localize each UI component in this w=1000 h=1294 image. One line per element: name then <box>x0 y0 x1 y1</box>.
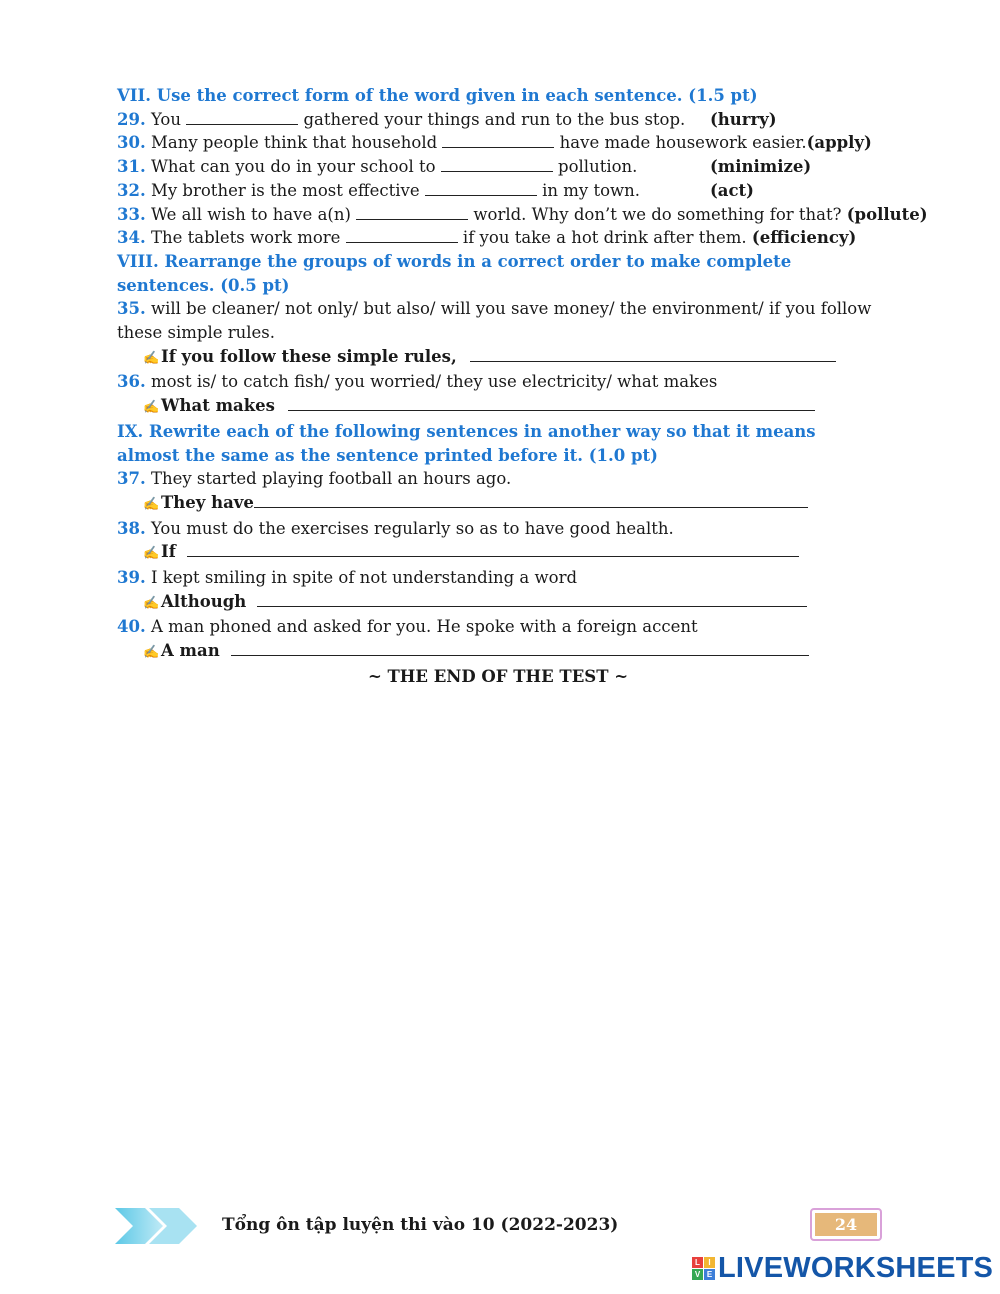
section-8-heading: VIII. Rearrange the groups of words in a correct order to make complete sentences. (0.5 pt) <box>117 251 792 295</box>
page-number: 24 <box>815 1213 877 1236</box>
question-number: 34. <box>117 228 146 248</box>
question-number: 33. <box>117 204 146 224</box>
answer-line-37 <box>117 491 879 517</box>
writing-hand-icon: ✍ <box>143 350 160 366</box>
brand-name: LIVEWORKSHEETS <box>718 1251 994 1284</box>
question-number: 38. <box>117 518 146 538</box>
question-number: 30. <box>117 133 146 153</box>
logo-letter: V <box>692 1269 703 1280</box>
question-text: You <box>145 109 187 129</box>
word-hint: (efficiency) <box>751 228 857 248</box>
question-text: I kept smiling in spite of not understanding a word <box>145 568 578 588</box>
answer-blank[interactable] <box>187 542 799 557</box>
question-number: 36. <box>117 372 146 392</box>
answer-blank[interactable] <box>186 110 298 125</box>
question-text: have made housework easier. <box>554 133 807 153</box>
logo-letter: E <box>704 1269 715 1280</box>
liveworksheets-brand[interactable] <box>692 1253 993 1283</box>
end-of-test: ~ THE END OF THE TEST ~ <box>367 666 629 686</box>
question-36 <box>117 370 879 394</box>
answer-line-38 <box>117 540 879 566</box>
question-text: The tablets work more <box>145 228 346 248</box>
writing-hand-icon: ✍ <box>143 595 160 611</box>
logo-letter: L <box>692 1257 703 1268</box>
question-number: 39. <box>117 568 146 588</box>
answer-blank[interactable] <box>257 592 807 607</box>
writing-hand-icon: ✍ <box>143 496 160 512</box>
question-number: 32. <box>117 180 146 200</box>
question-38 <box>117 517 879 541</box>
question-number: 35. <box>117 299 146 319</box>
answer-blank[interactable] <box>346 228 458 243</box>
question-37 <box>117 467 879 491</box>
question-text: gathered your things and run to the bus stop. <box>298 109 686 129</box>
question-text: Many people think that household <box>145 133 443 153</box>
answer-blank[interactable] <box>441 157 553 172</box>
answer-blank[interactable] <box>442 133 554 148</box>
answer-blank[interactable] <box>356 205 468 220</box>
writing-hand-icon: ✍ <box>143 400 160 416</box>
question-31 <box>117 155 879 179</box>
question-number: 40. <box>117 617 146 637</box>
section-9-heading: IX. Rewrite each of the following sentences in another way so that it means almost the same as the sentence printed before it. (1.0 pt) <box>117 421 816 465</box>
worksheet-content <box>117 84 928 689</box>
liveworksheets-logo-icon <box>692 1257 715 1280</box>
word-hint: (minimize) <box>710 157 812 177</box>
question-text: We all wish to have a(n) <box>145 204 357 224</box>
word-hint: (pollute) <box>846 204 928 224</box>
question-33 <box>117 203 928 227</box>
answer-blank[interactable] <box>231 641 809 656</box>
question-text: if you take a hot drink after them. <box>457 228 747 248</box>
question-35 <box>117 297 879 344</box>
writing-hand-icon: ✍ <box>143 546 160 562</box>
answer-prompt: If <box>161 542 176 562</box>
question-39 <box>117 566 879 590</box>
answer-line-40 <box>117 639 879 665</box>
answer-line-36 <box>117 394 879 420</box>
page-number-badge <box>810 1208 882 1241</box>
question-number: 37. <box>117 469 146 489</box>
chevron-arrows-icon <box>115 1206 207 1246</box>
footer-title: Tổng ôn tập luyện thi vào 10 (2022-2023) <box>222 1215 619 1235</box>
question-text: They started playing football an hours ago. <box>145 469 512 489</box>
answer-line-35 <box>117 345 879 371</box>
question-text: What can you do in your school to <box>145 157 441 177</box>
question-text: My brother is the most effective <box>145 180 425 200</box>
question-number: 29. <box>117 109 146 129</box>
answer-prompt: Although <box>161 591 247 611</box>
question-text: in my town. <box>536 180 641 200</box>
question-30 <box>117 131 879 155</box>
logo-letter: I <box>704 1257 715 1268</box>
question-text: most is/ to catch fish/ you worried/ they use electricity/ what makes <box>145 372 718 392</box>
question-40 <box>117 615 879 639</box>
answer-blank[interactable] <box>470 347 836 362</box>
question-text: world. Why don’t we do something for that? <box>468 204 842 224</box>
question-text: will be cleaner/ not only/ but also/ will you save money/ the environment/ if you follow these simple rules. <box>117 299 872 343</box>
question-34 <box>117 226 879 250</box>
answer-prompt: They have <box>161 492 254 512</box>
answer-blank[interactable] <box>288 396 815 411</box>
question-text: A man phoned and asked for you. He spoke with a foreign accent <box>145 617 698 637</box>
answer-blank[interactable] <box>254 493 808 508</box>
question-text: You must do the exercises regularly so as to have good health. <box>145 518 674 538</box>
answer-prompt: A man <box>161 641 220 661</box>
question-number: 31. <box>117 157 146 177</box>
question-32 <box>117 179 879 203</box>
answer-prompt: If you follow these simple rules, <box>161 346 457 366</box>
question-29 <box>117 108 879 132</box>
answer-prompt: What makes <box>161 396 275 416</box>
answer-line-39 <box>117 590 879 616</box>
word-hint: (act) <box>710 180 754 200</box>
word-hint: (apply) <box>806 133 872 153</box>
section-7-heading: VII. Use the correct form of the word given in each sentence. (1.5 pt) <box>117 86 758 105</box>
word-hint: (hurry) <box>710 109 777 129</box>
question-text: pollution. <box>552 157 638 177</box>
answer-blank[interactable] <box>425 181 537 196</box>
writing-hand-icon: ✍ <box>143 645 160 661</box>
